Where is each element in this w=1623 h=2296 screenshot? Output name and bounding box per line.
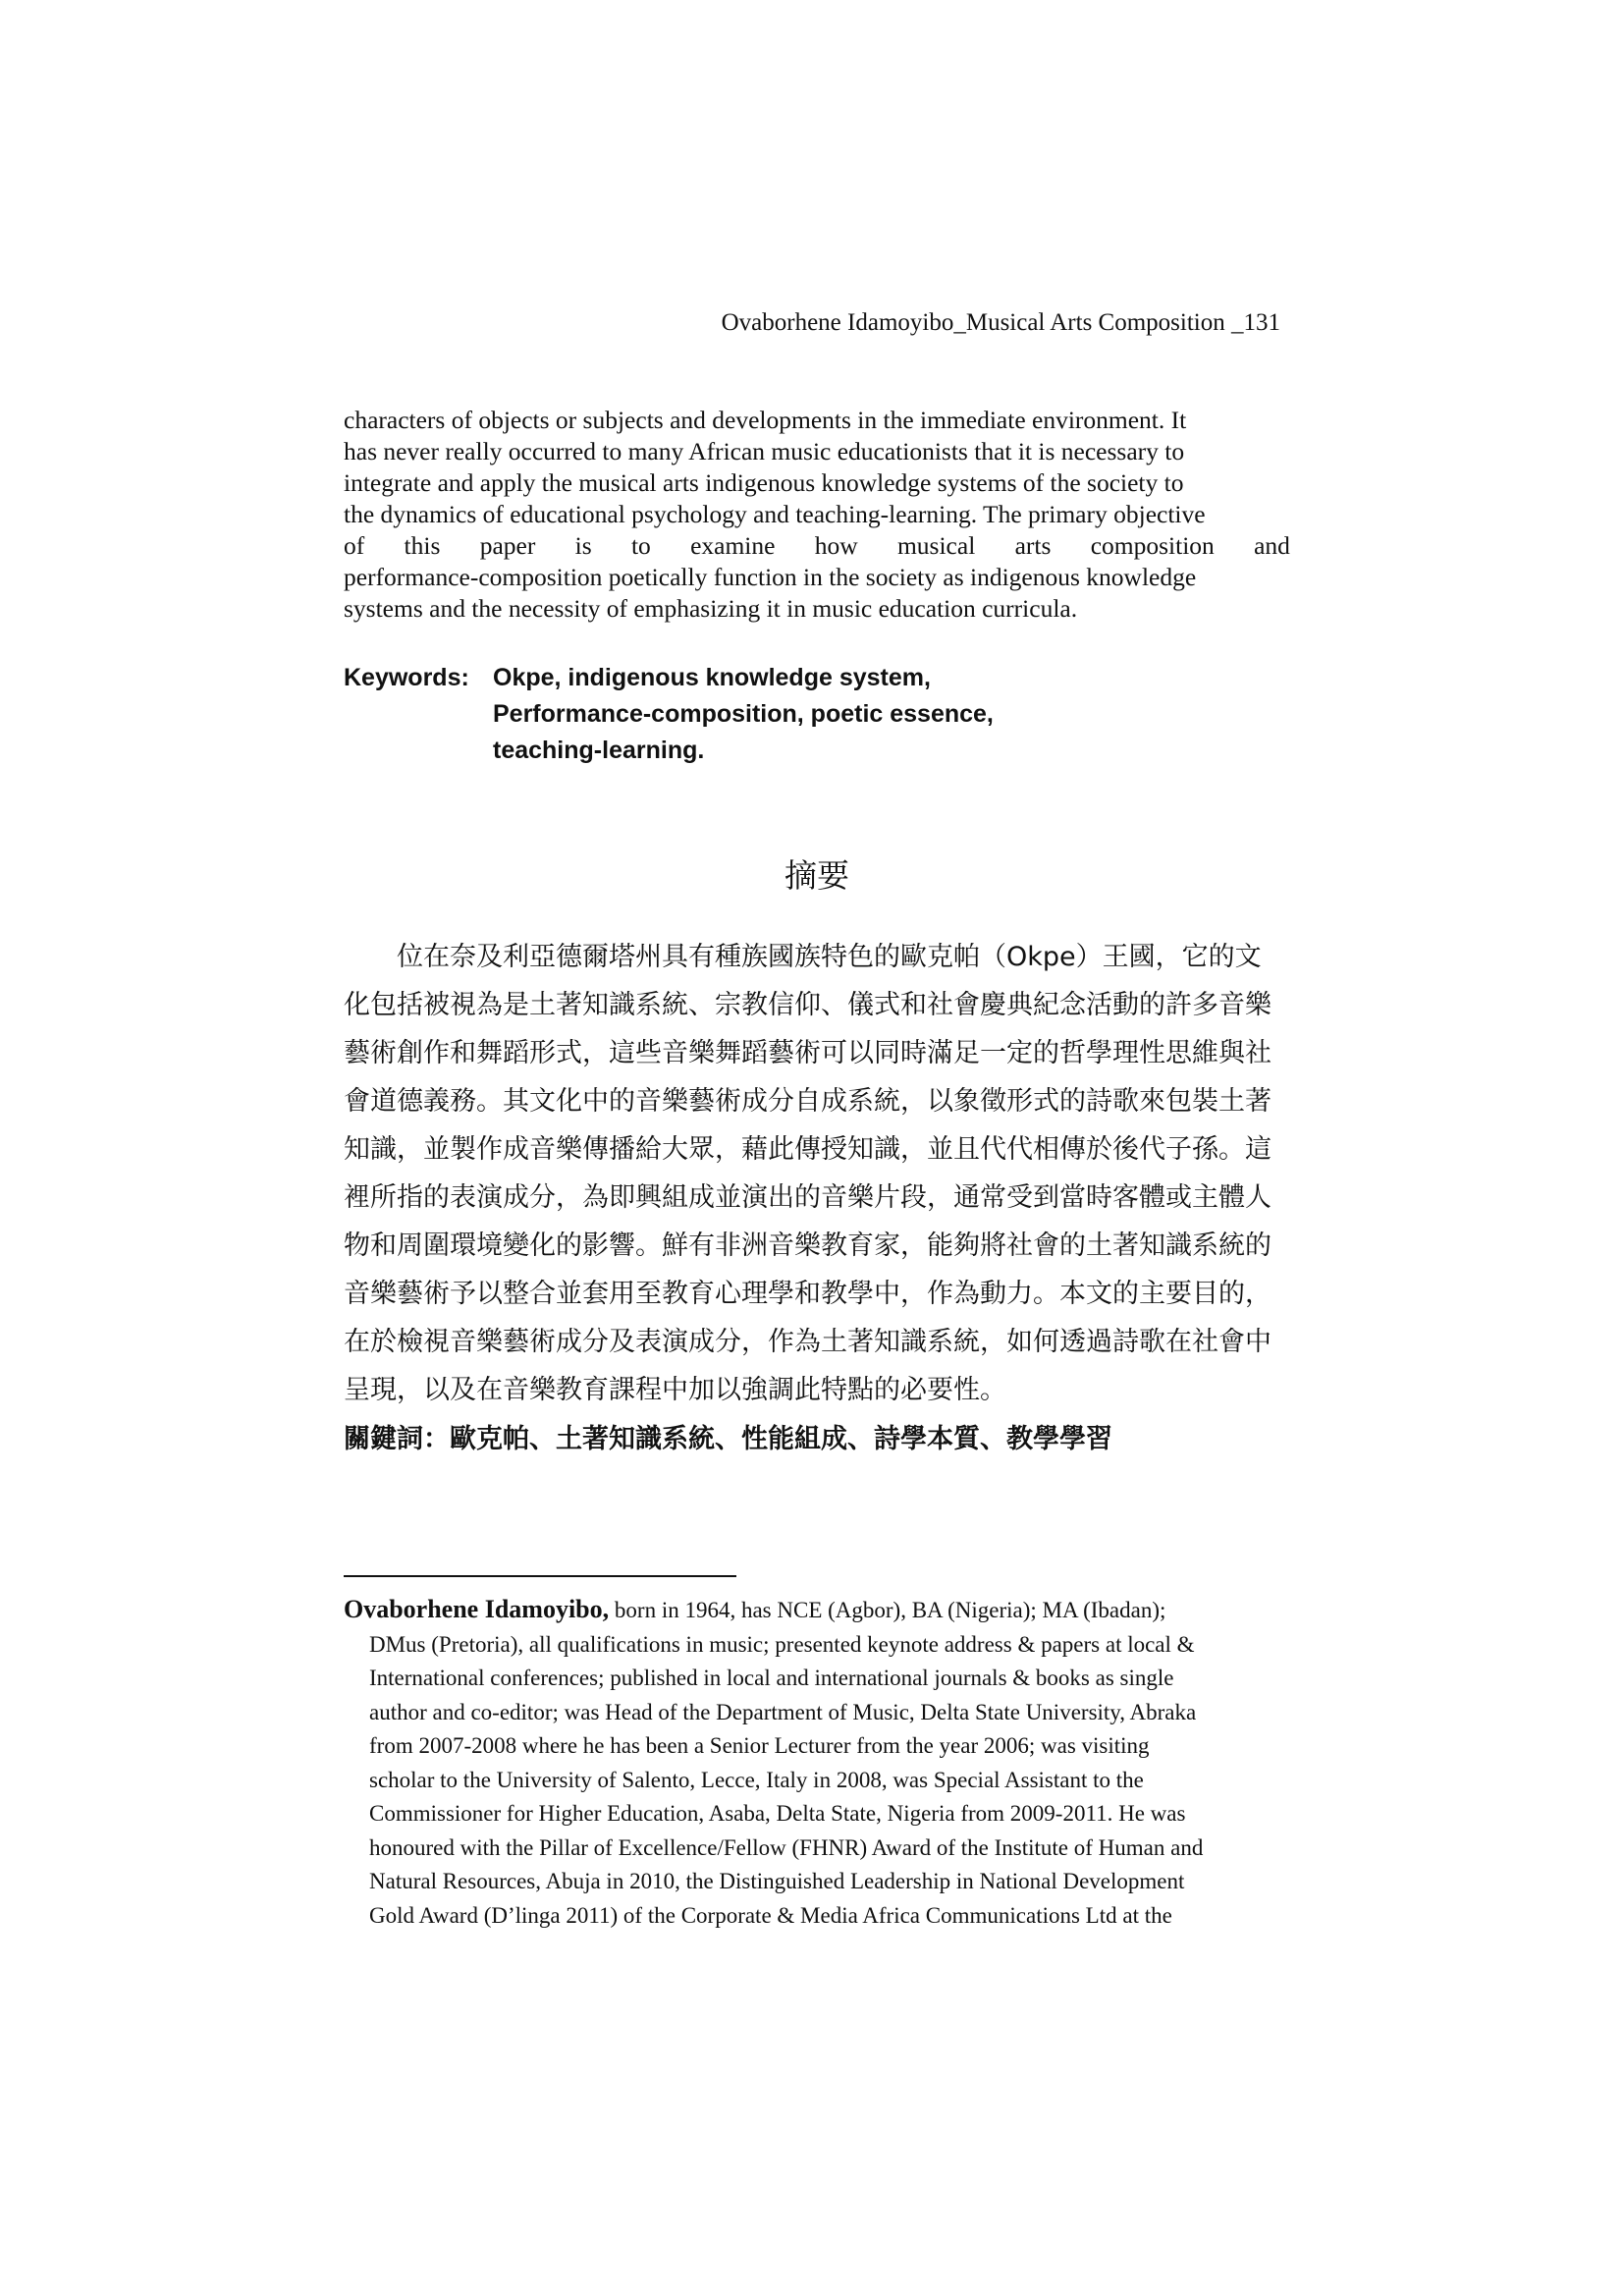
footnote-text: born in 1964, has NCE (Agbor), BA (Nigeria); MA (Ibadan); <box>609 1598 1166 1622</box>
footnote-first-line <box>344 1593 1290 1628</box>
zh-abstract-line: 呈現，以及在音樂教育課程中加以強調此特點的必要性。 <box>344 1375 1006 1405</box>
zh-abstract-line: 會道德義務。其文化中的音樂藝術成分自成系統，以象徵形式的詩歌來包裝土著 <box>344 1086 1271 1117</box>
abstract-line: performance-composition poetically function in the society as indigenous knowledge <box>344 563 1197 591</box>
author-footnote <box>344 1593 1290 1933</box>
zh-abstract-line: 裡所指的表演成分，為即興組成並演出的音樂片段，通常受到當時客體或主體人 <box>344 1182 1271 1213</box>
footnote-line: International conferences; published in local and international journals & books as single <box>369 1666 1174 1690</box>
abstract-word: examine <box>690 531 776 560</box>
footnote-line: DMus (Pretoria), all qualifications in music; presented keynote address & papers at local & <box>369 1631 1195 1657</box>
footnote-line: author and co-editor; was Head of the Department of Music, Delta State University, Abraka <box>369 1699 1197 1724</box>
author-name: Ovaborhene Idamoyibo, <box>344 1595 610 1623</box>
zh-abstract-line: 在於檢視音樂藝術成分及表演成分，作為土著知識系統，如何透過詩歌在社會中 <box>344 1327 1271 1357</box>
abstract-word: this <box>404 531 441 560</box>
abstract-word: paper <box>479 531 536 560</box>
abstract-word: is <box>574 531 592 560</box>
footnote-line: Natural Resources, Abuja in 2010, the Distinguished Leadership in National Development <box>369 1869 1185 1893</box>
abstract-word: to <box>630 531 651 560</box>
abstract-line: integrate and apply the musical arts indigenous knowledge systems of the society to <box>344 468 1184 497</box>
abstract-word: musical <box>896 531 976 560</box>
zh-abstract-line: 化包括被視為是土著知識系統、宗教信仰、儀式和社會慶典紀念活動的許多音樂 <box>344 990 1271 1020</box>
keywords-first-row <box>344 660 1290 696</box>
chinese-keywords: 關鍵詞：歐克帕、土著知識系統、性能組成、詩學本質、教學學習 <box>344 1424 1112 1454</box>
footnote-divider <box>344 1575 736 1577</box>
footnote-line: honoured with the Pillar of Excellence/Fellow (FHNR) Award of the Institute of Human and <box>369 1834 1204 1860</box>
zh-abstract-line: 知識，並製作成音樂傳播給大眾，藉此傳授知識，並且代代相傳於後代子孫。這 <box>344 1134 1271 1165</box>
abstract-word: of <box>344 531 365 560</box>
abstract-word: arts <box>1014 531 1052 560</box>
abstract-line: characters of objects or subjects and developments in the immediate environment. It <box>344 406 1187 434</box>
keywords-line: Okpe, indigenous knowledge system, <box>493 664 931 691</box>
running-header: Ovaborhene Idamoyibo_Musical Arts Composition _131 <box>721 309 1280 336</box>
footnote-line: Commissioner for Higher Education, Asaba, Delta State, Nigeria from 2009-2011. He was <box>369 1801 1186 1826</box>
abstract-line: systems and the necessity of emphasizing it in music education curricula. <box>344 594 1078 623</box>
zh-abstract-line: 物和周圍環境變化的影響。鮮有非洲音樂教育家，能夠將社會的土著知識系統的 <box>344 1230 1271 1261</box>
zh-abstract-line: 音樂藝術予以整合並套用至教育心理學和教學中，作為動力。本文的主要目的， <box>344 1279 1271 1309</box>
footnote-line: scholar to the University of Salento, Lecce, Italy in 2008, was Special Assistant to the <box>369 1767 1144 1792</box>
keywords-label: Keywords: <box>344 664 469 691</box>
abstract-justified-line <box>344 530 1290 562</box>
chinese-abstract-body <box>344 933 1290 1414</box>
abstract-word: and <box>1254 531 1290 560</box>
english-abstract-body <box>344 405 1290 625</box>
zh-abstract-line: 藝術創作和舞蹈形式，這些音樂舞蹈藝術可以同時滿足一定的哲學理性思維與社 <box>344 1038 1271 1068</box>
footnote-line: from 2007-2008 where he has been a Senior Lecturer from the year 2006; was visiting <box>369 1733 1150 1758</box>
keywords-line: teaching-learning. <box>493 737 705 764</box>
zh-abstract-line: 位在奈及利亞德爾塔州具有種族國族特色的歐克帕（Okpe）王國，它的文 <box>397 942 1262 972</box>
footnote-line: Gold Award (D’linga 2011) of the Corporate & Media Africa Communications Ltd at the <box>369 1902 1172 1928</box>
abstract-word: how <box>814 531 858 560</box>
abstract-line: the dynamics of educational psychology and teaching-learning. The primary objective <box>344 500 1206 528</box>
chinese-abstract-title: 摘要 <box>784 856 849 895</box>
english-keywords <box>344 660 1290 769</box>
abstract-line: has never really occurred to many African music educationists that it is necessary to <box>344 437 1185 465</box>
keywords-line: Performance-composition, poetic essence, <box>493 700 994 728</box>
abstract-word: composition <box>1090 531 1215 560</box>
